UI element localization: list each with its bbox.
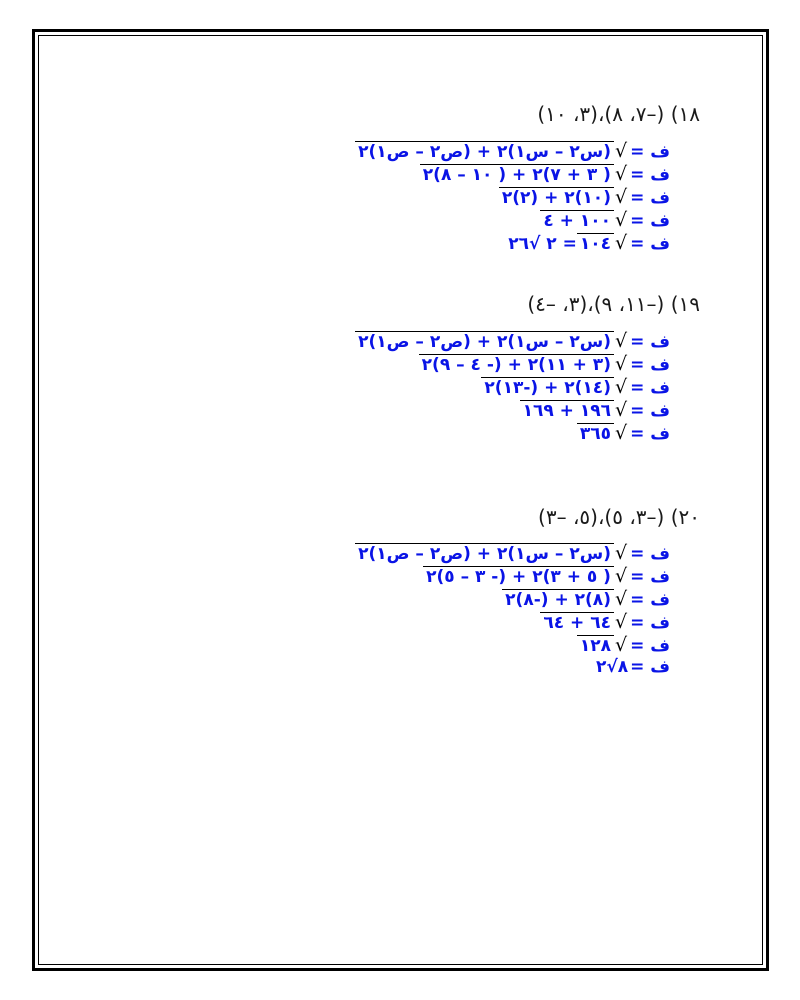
solution-step (330, 422, 670, 445)
radicand: ١٠٠ + ٤ (540, 210, 614, 231)
solution-step (330, 399, 670, 422)
step-lhs: ف = (630, 590, 670, 610)
radicand: (١٤)٢ + (-١٣)٢ (481, 377, 614, 398)
solution-step (330, 232, 670, 255)
step-result: ٨√٢ (595, 657, 629, 677)
problem-20-solution (330, 542, 670, 680)
solution-step (330, 209, 670, 232)
radical-sign: √ (614, 565, 628, 587)
solution-step (330, 657, 670, 680)
solution-step (330, 163, 670, 186)
radicand: (٣ + ١١)٢ + (- ٤ – ٩)٢ (419, 354, 614, 375)
step-lhs: ف = (630, 544, 670, 564)
radical-sign: √ (614, 330, 628, 352)
solution-step (330, 186, 670, 209)
radical-sign: √ (614, 611, 628, 633)
radical-sign: √ (614, 542, 628, 564)
radicand: (س٢ – س١)٢ + (ص٢ – ص١)٢ (355, 141, 614, 162)
step-lhs: ف = (630, 636, 670, 656)
solution-step (330, 565, 670, 588)
radical-sign: √ (614, 399, 628, 421)
solution-step (330, 634, 670, 657)
radical-sign: √ (614, 376, 628, 398)
radicand: ٣٦٥ (577, 423, 614, 444)
radicand: ١٢٨ (577, 635, 614, 656)
solution-step (330, 588, 670, 611)
radical-sign: √ (614, 588, 628, 610)
problem-20-header: ٢٠) (–٣، ٥)،(٥، –٣) (538, 505, 700, 529)
step-lhs: ف = (630, 142, 670, 162)
step-lhs: ف = (630, 401, 670, 421)
radical-sign: √ (614, 422, 628, 444)
radical-sign: √ (614, 353, 628, 375)
radical-sign: √ (614, 163, 628, 185)
step-lhs: ف = (630, 613, 670, 633)
radicand: ( ٥ + ٣)٢ + (- ٣ – ٥)٢ (423, 566, 614, 587)
radicand: (٨)٢ + (-٨)٢ (502, 589, 614, 610)
solution-step (330, 353, 670, 376)
step-result: = ٢ √٢٦ (508, 234, 577, 254)
solution-step (330, 611, 670, 634)
solution-step (330, 542, 670, 565)
problem-19-solution (330, 330, 670, 445)
step-lhs: ف = (630, 165, 670, 185)
problem-18-header: ١٨) (–٧، ٨)،(٣، ١٠) (537, 102, 700, 126)
radicand: ٦٤ + ٦٤ (540, 612, 614, 633)
step-lhs: ف = (630, 378, 670, 398)
radicand: ١٠٤ (577, 233, 614, 254)
solution-step (330, 330, 670, 353)
step-lhs: ف = (630, 234, 670, 254)
radicand: ١٩٦ + ١٦٩ (520, 400, 614, 421)
step-lhs: ف = (630, 567, 670, 587)
radical-sign: √ (614, 209, 628, 231)
step-lhs: ف = (630, 188, 670, 208)
step-lhs: ف = (630, 332, 670, 352)
radical-sign: √ (614, 232, 628, 254)
step-lhs: ف = (630, 424, 670, 444)
radicand: (١٠)٢ + (٢)٢ (499, 187, 614, 208)
radicand: ( ٣ + ٧)٢ + ( ١٠ – ٨)٢ (420, 164, 614, 185)
step-lhs: ف = (630, 211, 670, 231)
solution-step (330, 140, 670, 163)
problem-19-header: ١٩) (–١١، ٩)،(٣، –٤) (527, 292, 700, 316)
radical-sign: √ (614, 634, 628, 656)
problem-18-solution (330, 140, 670, 255)
radicand: (س٢ – س١)٢ + (ص٢ – ص١)٢ (355, 331, 614, 352)
radicand: (س٢ – س١)٢ + (ص٢ – ص١)٢ (355, 543, 614, 564)
step-lhs: ف = (630, 355, 670, 375)
solution-step (330, 376, 670, 399)
step-lhs: ف = (630, 657, 670, 677)
radical-sign: √ (614, 186, 628, 208)
radical-sign: √ (614, 140, 628, 162)
